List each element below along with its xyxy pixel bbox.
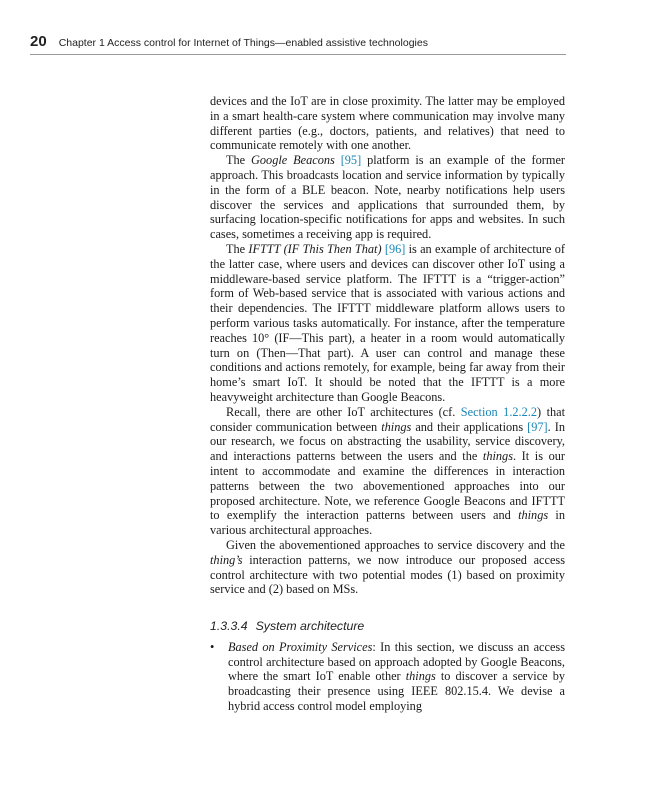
bullet-list bbox=[210, 640, 565, 714]
paragraph-1: devices and the IoT are in close proximity. The latter may be employed in a smart health-care system where communication may involve many different parties (e.g., doctors, patients, and relatives) that need to communicate remotely with one another. bbox=[210, 94, 565, 153]
paragraph-2: The Google Beacons [95] platform is an example of the former approach. This broadcasts location and service information by typically in the form of a BLE beacon. Note, nearby notifications help users discover the services and applications that surrounded them, by surfacing location-specific notifications for apps and websites. In such cases, sometimes a receiving app is required. bbox=[210, 153, 565, 242]
chapter-title: Chapter 1 Access control for Internet of Things—enabled assistive technologies bbox=[58, 37, 428, 49]
subsection-number: 1.3.3.4 bbox=[210, 619, 248, 634]
ifttt-term: IFTTT (IF This Then That) bbox=[248, 241, 382, 256]
citation-96[interactable]: [96] bbox=[384, 241, 406, 256]
citation-95[interactable]: [95] bbox=[340, 153, 362, 168]
paragraph-3: The IFTTT (IF This Then That) [96] is an example of architecture of the latter case, where users and devices can discover other IoT using a middleware-based service platform. The IFTTT is a “trigger-action” form of Web-based service that is associated with various actions and their dependencies. The IFTTT middleware platform allows users to perform various tasks automatically. For instance, after the temperature reaches 10° (IF—This part), a heater in a room would automatically turn on (Then—That part). A user can control and manage these conditions and actions remotely, for example, being far away from their home’s smart IoT. It should be noted that the IFTTT is a more heavyweight architecture than Google Beacons. bbox=[210, 241, 565, 404]
google-beacons-term: Google Beacons bbox=[251, 153, 335, 168]
paragraph-4: Recall, there are other IoT architectures (cf. Section 1.2.2.2) that consider communication between things and their applications [97]. In our research, we focus on abstracting the usability, service discovery, and interactions patterns between the users and the things. It is our intent to accommodate and examine the differences in interaction patterns between the two abovementioned approaches into our proposed architecture. Note, we reference Google Beacons and IFTTT to exemplify the interaction patterns between users and things in various architectural approaches. bbox=[210, 404, 566, 538]
page-number: 20 bbox=[30, 33, 47, 50]
body-text bbox=[210, 94, 565, 714]
subsection-title: System architecture bbox=[255, 619, 365, 634]
header-rule bbox=[30, 54, 566, 55]
paragraph-5: Given the abovementioned approaches to service discovery and the thing’s interaction patterns, we now introduce our proposed access control architecture with two potential modes (1) based on proximity service and (2) based on MSs. bbox=[210, 537, 565, 597]
running-header bbox=[30, 33, 566, 51]
list-item: • Based on Proximity Services: In this section, we discuss an access control architecture based on approach adopted by Google Beacons, where the smart IoT enable other things to discover a service by broadcasting their presence using IEEE 802.15.4. We devise a hybrid access control model employing bbox=[210, 639, 565, 714]
citation-97[interactable]: [97] bbox=[527, 419, 548, 434]
section-reference-link[interactable]: Section 1.2.2.2 bbox=[460, 404, 537, 419]
subsection-heading bbox=[210, 619, 565, 634]
bullet-icon: • bbox=[210, 639, 215, 654]
